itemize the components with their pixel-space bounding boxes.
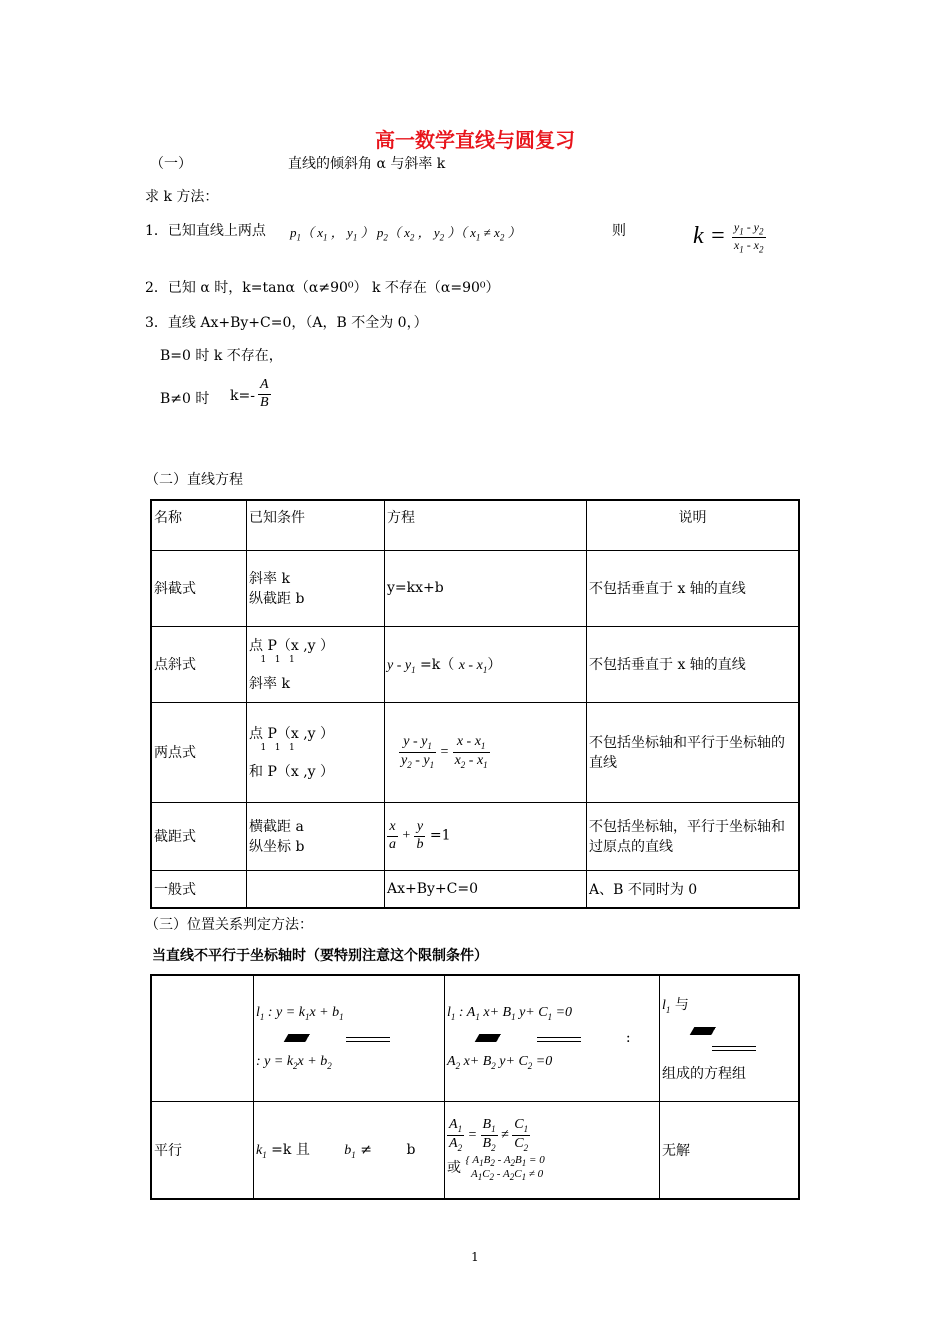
- row-note: 不包括垂直于 x 轴的直线: [587, 550, 800, 626]
- row-equation: Ax+By+C=0: [385, 870, 587, 908]
- row-name: 两点式: [151, 702, 247, 802]
- eq-text: =k（: [420, 656, 455, 673]
- item3b-fraction: $\frac{A}{B}$: [260, 377, 269, 410]
- cond-subscripts: 1 1 1: [249, 743, 295, 753]
- item3b-k: k=-: [230, 388, 255, 404]
- system-cell: $l_1$ 与 组成的方程组: [660, 975, 800, 1101]
- general-form-cell: $l_1$ : $A_1$ $x+ B_1$ $y+ C_1 =0$ : $A_2$ $x+ B_2$ $y+ C_2 =0$: [445, 975, 660, 1101]
- table-header-row: [151, 500, 799, 550]
- row-note: 不包括垂直于 x 轴的直线: [587, 626, 800, 702]
- decor-bar: [690, 1027, 731, 1035]
- cond-line: 纵截距 b: [249, 591, 305, 607]
- row-condition: [247, 626, 385, 702]
- row-condition: [247, 702, 385, 802]
- position-table: [150, 974, 800, 1200]
- table-row: [151, 550, 799, 626]
- decor-dash: [537, 1037, 581, 1042]
- item1-then: 则: [612, 223, 626, 239]
- cond-line: 点 P（x ,y ）: [249, 726, 335, 742]
- cond-subscripts: 1 1 1: [249, 655, 295, 665]
- k-cond-text: =k 且: [271, 1142, 310, 1159]
- parallel-general-cond: $\frac{A_1}{A_2}$ = $\frac{B_1}{B_2}$ ≠ $\frac{C_1}{C_2}$ 或 { $A_1B_2 - A_2B_1 = 0$ $A_1C_2 - A_2C_1 \ne 0$: [445, 1101, 660, 1199]
- header-name: 名称: [151, 500, 247, 550]
- parallel-slope-cond: $k_1 =k$ 且 $b_1 \ne b$: [254, 1101, 445, 1199]
- cond-line: 点 P（x ,y ）: [249, 638, 335, 654]
- item1-points: $p_1$（ $x_1$ ， $y_1$ ） $p_2$（ $x_2$ ， $y_2$ ）（ $x_1 \ne x_2$ ）: [290, 225, 521, 243]
- row-note: A、B 不同时为 0: [587, 870, 800, 908]
- item3a-text: B=0 时 k 不存在，: [160, 348, 283, 364]
- or-text: 或: [447, 1159, 461, 1176]
- header-note: 说明: [587, 500, 800, 550]
- header-equation: 方程: [385, 500, 587, 550]
- decor-dash: [712, 1046, 756, 1051]
- slope-form-cell: $l_1$ : $y = k_1x + b_1$ : $y = k_2x + b_2$: [254, 975, 445, 1101]
- decor-bar: [284, 1034, 325, 1042]
- page-number: 1: [471, 1250, 479, 1264]
- item1-text: 1．已知直线上两点: [145, 223, 266, 239]
- row-name: 点斜式: [151, 626, 247, 702]
- decor-dash: [346, 1037, 390, 1042]
- decor-bar: [475, 1034, 516, 1042]
- table-row: [151, 870, 799, 908]
- row-name: 截距式: [151, 802, 247, 870]
- cond-line: 斜率 k: [249, 676, 290, 692]
- table-row: [151, 802, 799, 870]
- item3-text: 3．直线 Ax+By+C=0，（A，B 不全为 0，）: [145, 315, 428, 331]
- table-row: [151, 702, 799, 802]
- table-row: [151, 975, 799, 1101]
- section3-heading: （三）位置关系判定方法：: [145, 917, 313, 933]
- cond-line: 横截距 a: [249, 819, 304, 835]
- row-name: 一般式: [151, 870, 247, 908]
- system-text: 组成的方程组: [662, 1065, 746, 1082]
- result-cell: 无解: [660, 1101, 800, 1199]
- item2-text: 2．已知 α 时，k=tanα（α≠90⁰） k 不存在（α=90⁰）: [145, 280, 500, 296]
- cond-line: 和 P（x ,y ）: [249, 764, 335, 780]
- with-text: 与: [674, 996, 689, 1013]
- item3b-pre: B≠0 时: [160, 391, 210, 407]
- table-row: [151, 1101, 799, 1199]
- row-equation: y=kx+b: [385, 550, 587, 626]
- page-title: 高一数学直线与圆复习: [375, 128, 575, 152]
- cond-line: 纵坐标 b: [249, 839, 305, 855]
- method-label: 求 k 方法：: [145, 189, 219, 205]
- row-name: 斜截式: [151, 550, 247, 626]
- empty-cell: [151, 975, 254, 1101]
- row-label: 平行: [151, 1101, 254, 1199]
- row-equation: $\frac{y - y_1}{y_2 - y_1}$ = $\frac{x - x_1}{x_2 - x_1}$: [385, 702, 587, 802]
- table-row: [151, 626, 799, 702]
- row-condition: [247, 550, 385, 626]
- row-equation: $\frac{x}{a}$ + $\frac{y}{b}$ =1: [385, 802, 587, 870]
- section3-subheading: 当直线不平行于坐标轴时（要特别注意这个限制条件）: [152, 948, 488, 964]
- row-equation: $y - y_1 =k$（ x - $x_1$）: [385, 626, 587, 702]
- header-condition: 已知条件: [247, 500, 385, 550]
- line-equation-table: [150, 499, 800, 909]
- slope-formula: k = $\frac{y_1 - y_2}{x_1 - x_2}$: [693, 220, 764, 255]
- row-note: 不包括坐标轴和平行于坐标轴的直线: [587, 702, 800, 802]
- row-condition: [247, 802, 385, 870]
- section2-heading: （二）直线方程: [145, 472, 243, 488]
- row-note: 不包括坐标轴，平行于坐标轴和过原点的直线: [587, 802, 800, 870]
- eq-text: =: [439, 744, 450, 760]
- neq-text: ≠: [360, 1142, 372, 1159]
- section1-label: （一）: [150, 156, 192, 172]
- row-condition: [247, 870, 385, 908]
- eq-text: =1: [429, 827, 451, 844]
- section1-heading: 直线的倾斜角 α 与斜率 k: [288, 156, 446, 172]
- cond-line: 斜率 k: [249, 571, 290, 587]
